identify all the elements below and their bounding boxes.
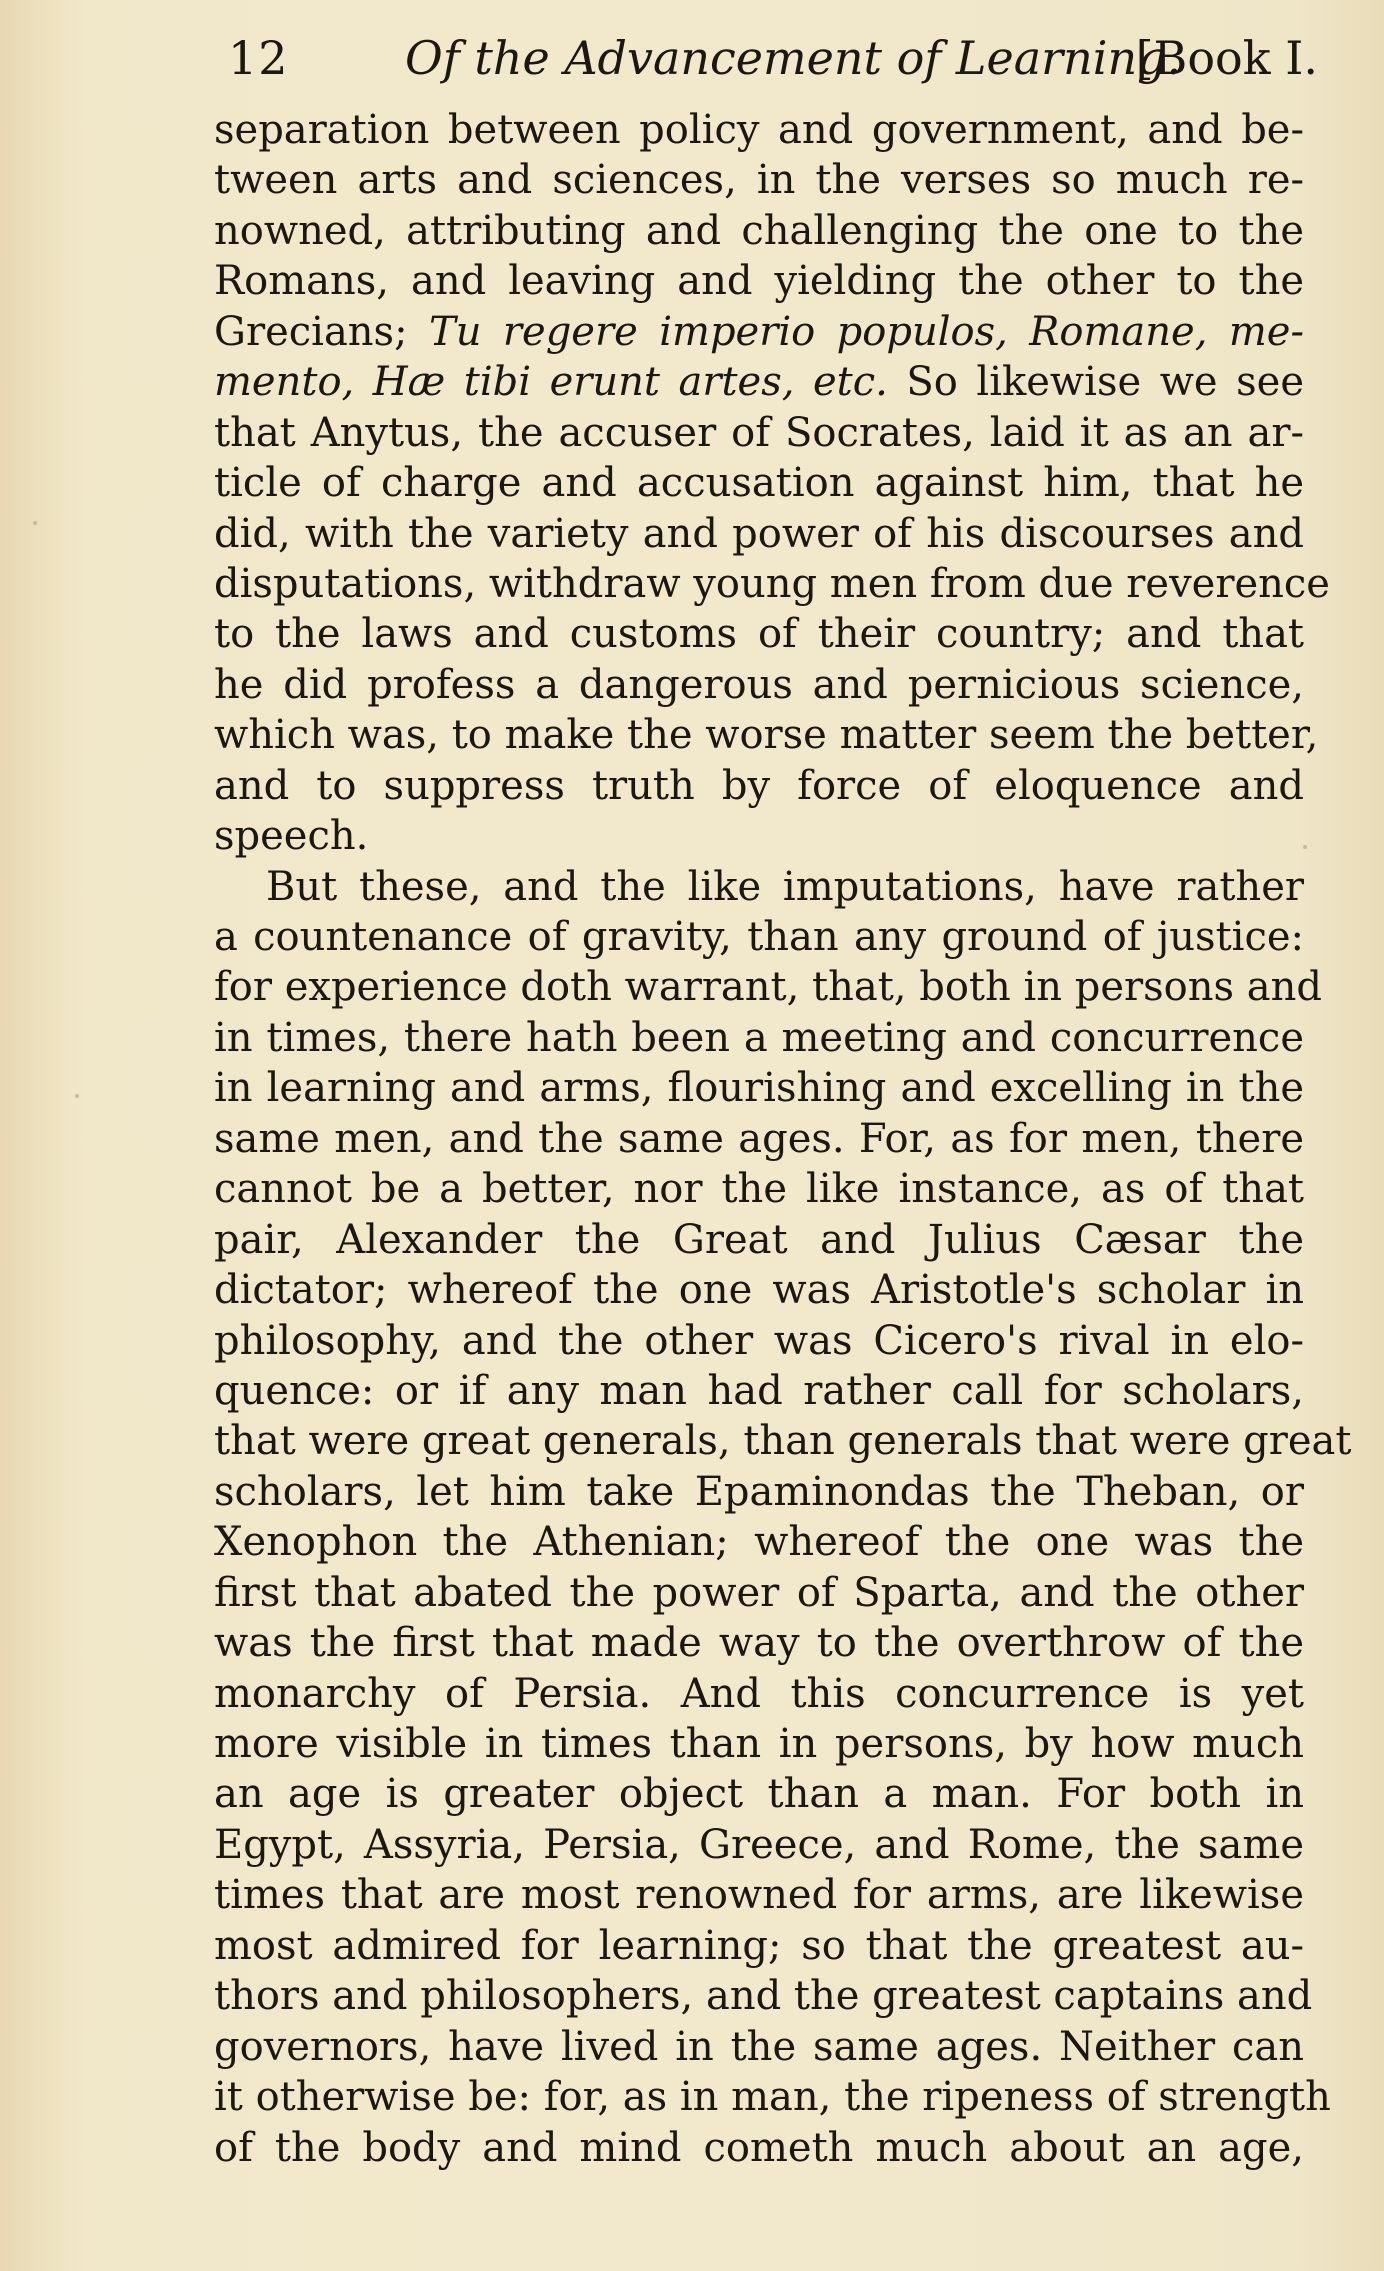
text-line: pair, Alexander the Great and Julius Cæsar the <box>214 1216 1304 1263</box>
text-line: cannot be a better, nor the like instance, as of that <box>214 1166 1304 1213</box>
text-line: Egypt, Assyria, Persia, Greece, and Rome, the same <box>214 1821 1304 1868</box>
running-head <box>228 28 1318 88</box>
text-line: philosophy, and the other was Cicero's rival in elo- <box>214 1317 1304 1364</box>
text-line: quence: or if any man had rather call for scholars, <box>214 1367 1304 1414</box>
book-label: [Book I. <box>1135 31 1318 85</box>
text-line: and to suppress truth by force of eloquence and <box>214 762 1304 809</box>
text-line: most admired for learning; so that the greatest au- <box>214 1922 1304 1969</box>
text-line: a countenance of gravity, than any ground of justice: <box>214 914 1304 960</box>
paper-speck <box>33 521 37 525</box>
text-line: that were great generals, than generals that were great <box>214 1418 1352 1465</box>
paper-speck <box>1303 845 1307 849</box>
text-line: of the body and mind cometh much about an age, <box>214 2124 1304 2171</box>
text-line: for experience doth warrant, that, both in persons and <box>214 964 1322 1011</box>
text-line: did, with the variety and power of his discourses and <box>214 510 1304 557</box>
text-line: more visible in times than in persons, by how much <box>214 1721 1304 1767</box>
text-line: which was, to make the worse matter seem the better, <box>214 712 1319 759</box>
text-line: disputations, withdraw young men from due reverence <box>214 560 1330 607</box>
page-number: 12 <box>228 31 289 85</box>
main-text <box>214 105 1352 2173</box>
paragraph <box>214 862 1352 2173</box>
text-line: monarchy of Persia. And this concurrence is yet <box>214 1670 1304 1717</box>
text-line: it otherwise be: for, as in man, the ripeness of strength <box>214 2074 1331 2121</box>
text-line: But these, and the like imputations, have rather <box>266 863 1304 910</box>
text-line: to the laws and customs of their country; and that <box>214 611 1304 658</box>
text-line: thors and philosophers, and the greatest captains and <box>214 1973 1313 2020</box>
latin-quotation: mento, Hæ tibi erunt artes, etc. <box>214 359 888 406</box>
text-line: that Anytus, the accuser of Socrates, laid it as an ar- <box>214 409 1304 456</box>
text-line: in learning and arms, flourishing and excelling in the <box>214 1065 1304 1112</box>
text-line: ticle of charge and accusation against him, that he <box>214 460 1304 507</box>
text-line: scholars, let him take Epaminondas the Theban, or <box>214 1468 1304 1515</box>
text-line: he did profess a dangerous and pernicious science, <box>214 661 1304 708</box>
text-line: nowned, attributing and challenging the one to the <box>214 207 1304 254</box>
text-line: speech. <box>214 813 369 860</box>
text-line: in times, there hath been a meeting and concurrence <box>214 1014 1304 1061</box>
text-line: times that are most renowned for arms, are likewise <box>214 1872 1304 1919</box>
text-line: governors, have lived in the same ages. Neither can <box>214 2023 1304 2070</box>
text-line: tween arts and sciences, in the verses so much re- <box>214 157 1304 204</box>
paragraph <box>214 105 1330 862</box>
text-line: first that abated the power of Sparta, and the other <box>214 1569 1304 1616</box>
text-line: separation between policy and government, and be- <box>214 107 1304 153</box>
text-line <box>214 357 1304 407</box>
text-line <box>214 307 1304 357</box>
text-line: was the first that made way to the overthrow of the <box>214 1620 1304 1667</box>
text-line: an age is greater object than a man. For both in <box>214 1771 1304 1818</box>
line-text: Grecians; <box>214 308 430 355</box>
paper-speck <box>75 1094 79 1098</box>
text-line: dictator; whereof the one was Aristotle's scholar in <box>214 1267 1304 1314</box>
running-title: Of the Advancement of Learning. <box>405 31 1182 85</box>
text-line: Romans, and leaving and yielding the other to the <box>214 258 1304 305</box>
text-line: Xenophon the Athenian; whereof the one was the <box>214 1519 1304 1566</box>
latin-quotation: Tu regere imperio populos, Romane, me- <box>429 308 1304 355</box>
text-line: same men, and the same ages. For, as for men, there <box>214 1115 1304 1162</box>
line-text: So likewise we see <box>887 359 1305 406</box>
